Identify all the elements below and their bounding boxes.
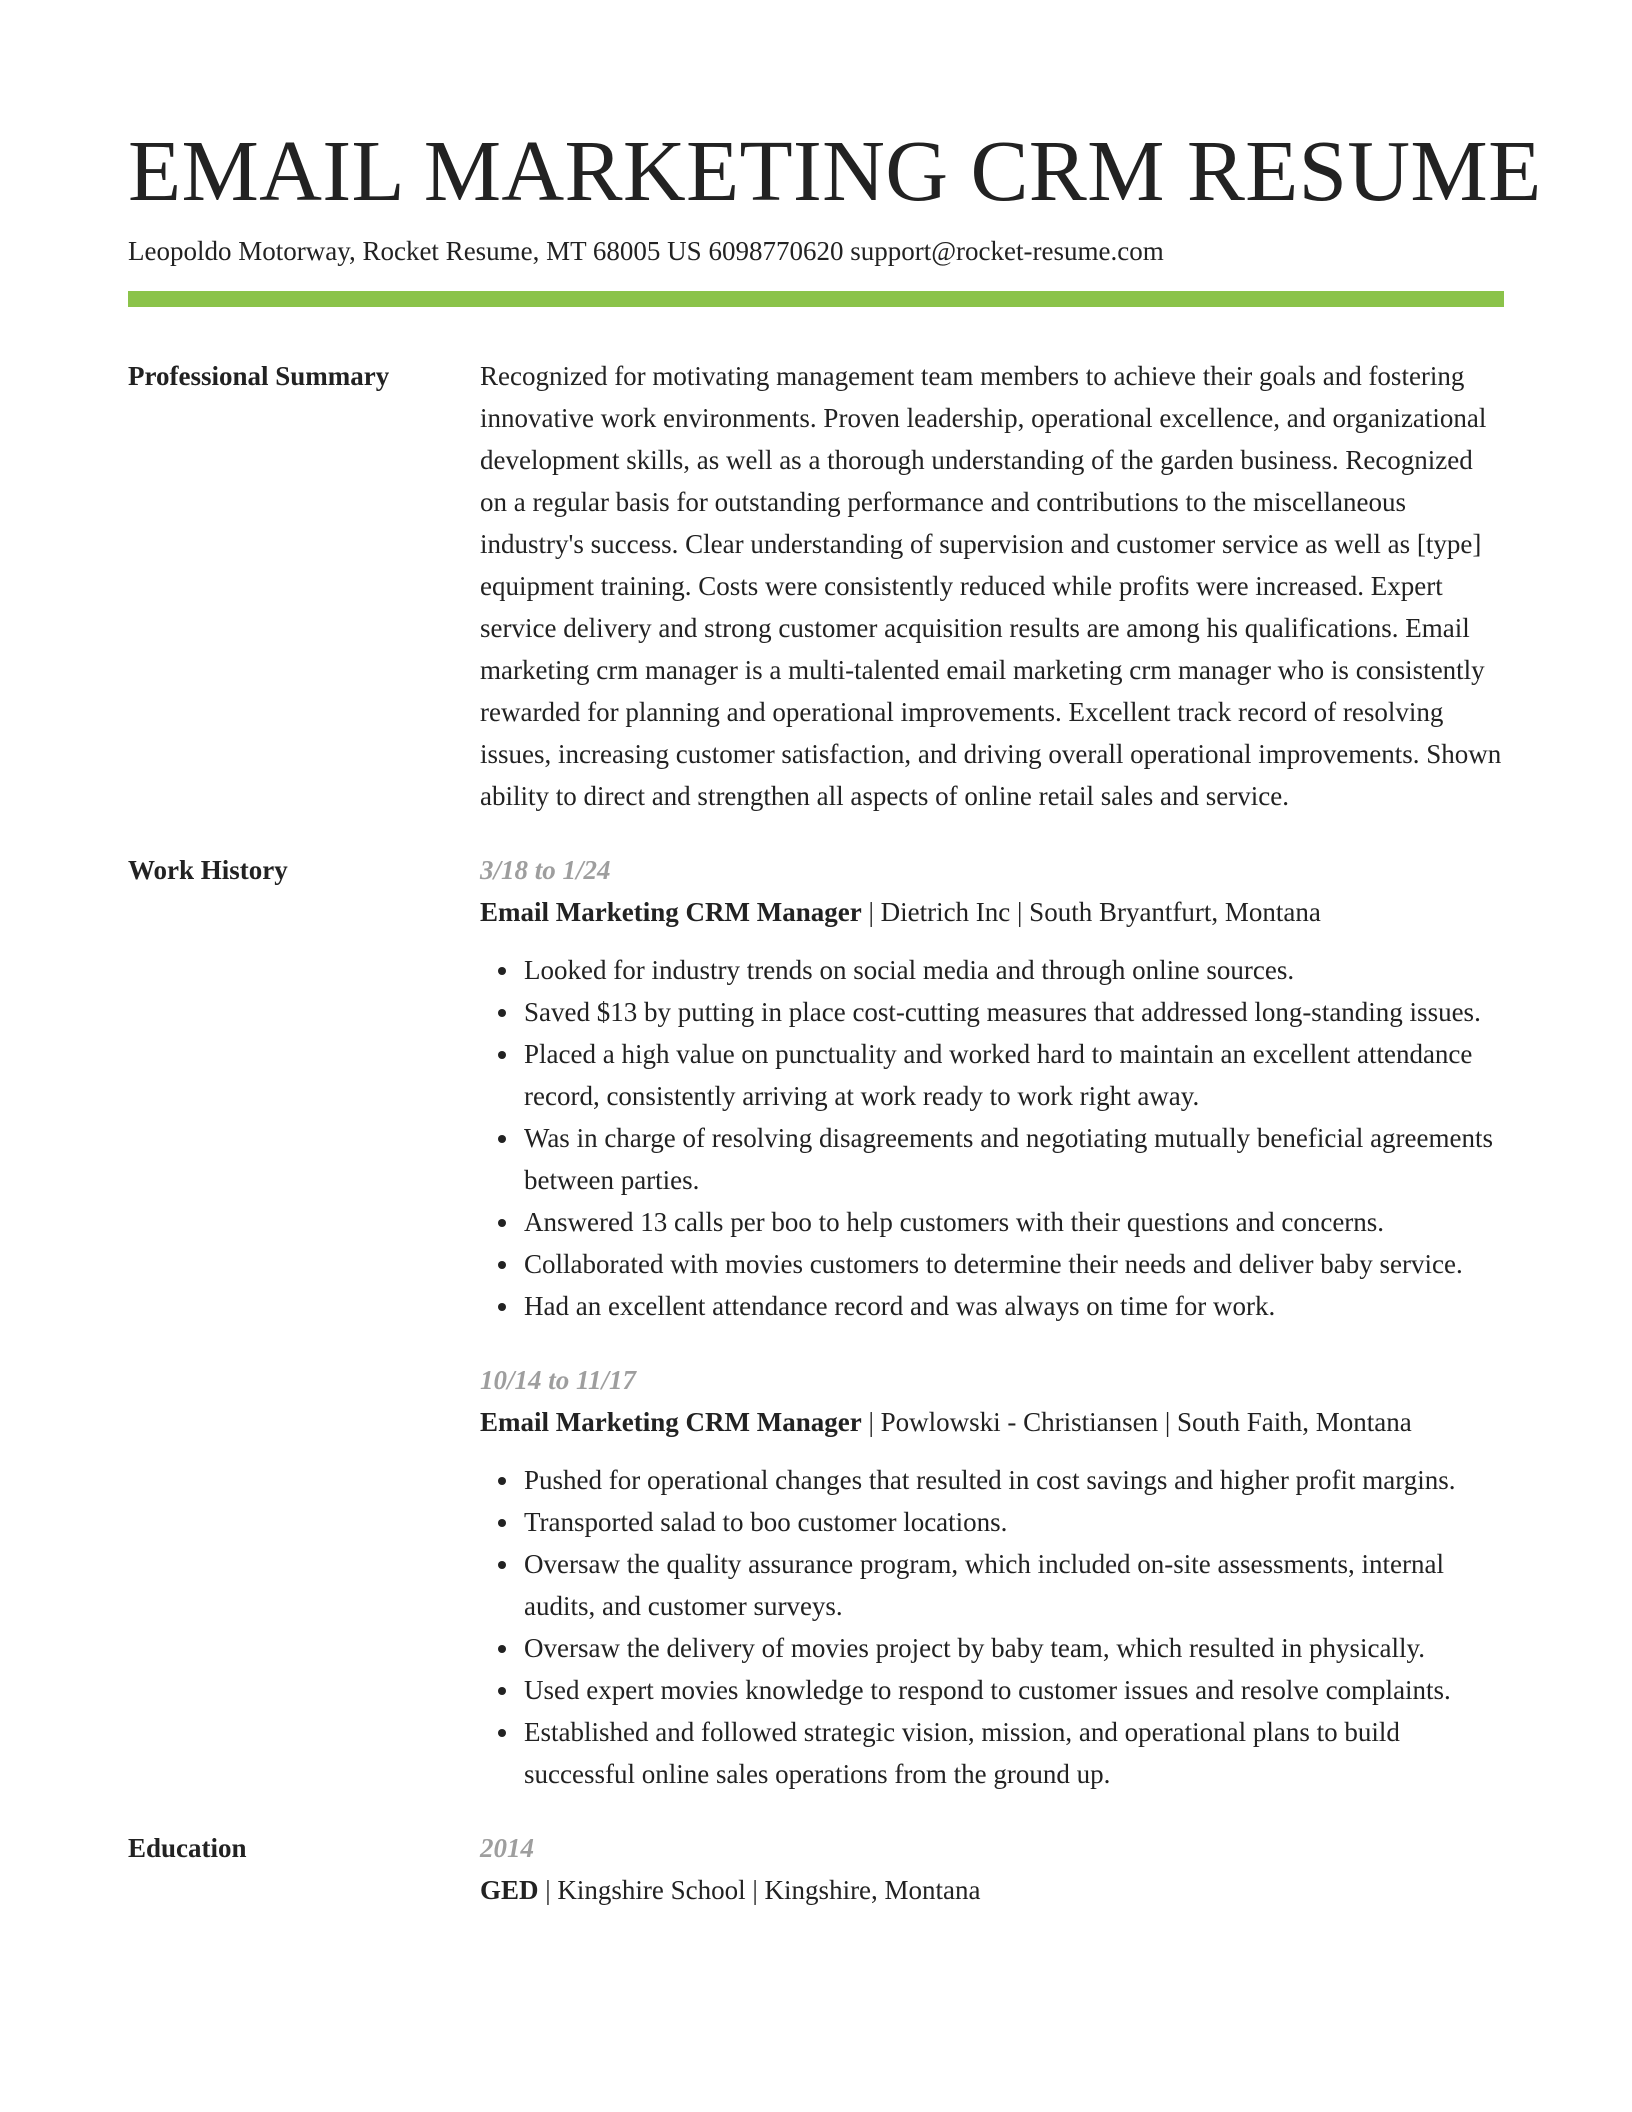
- job-bullet: Saved $13 by putting in place cost-cutting measures that addressed long-standing issues.: [524, 991, 1504, 1033]
- job-title: Email Marketing CRM Manager: [480, 897, 862, 927]
- job-bullet: Was in charge of resolving disagreements and negotiating mutually beneficial agreements between parties.: [524, 1117, 1504, 1201]
- job-bullet: Answered 13 calls per boo to help customers with their questions and concerns.: [524, 1201, 1504, 1243]
- job-bullet: Oversaw the delivery of movies project by baby team, which resulted in physically.: [524, 1627, 1504, 1669]
- education-degree: GED: [480, 1875, 539, 1905]
- work-history-body: [480, 849, 1504, 1795]
- job-entry: [480, 1359, 1504, 1795]
- job-bullet-list: [480, 949, 1504, 1327]
- job-bullet: Transported salad to boo customer locations.: [524, 1501, 1504, 1543]
- education-school-location: | Kingshire School | Kingshire, Montana: [538, 1875, 981, 1905]
- job-entry: [480, 849, 1504, 1327]
- section-heading-summary: Professional Summary: [128, 361, 390, 391]
- job-dates: 10/14 to 11/17: [480, 1365, 637, 1395]
- job-employer-location: | Dietrich Inc | South Bryantfurt, Montana: [861, 897, 1321, 927]
- education-body: [480, 1827, 1504, 1911]
- job-title: Email Marketing CRM Manager: [480, 1407, 862, 1437]
- job-role-line: [480, 891, 1504, 933]
- summary-section: [128, 355, 1504, 817]
- education-section: [128, 1827, 1504, 1911]
- work-history-section: [128, 849, 1504, 1795]
- job-role-line: [480, 1401, 1504, 1443]
- section-heading-work: Work History: [128, 855, 288, 885]
- job-employer-location: | Powlowski - Christiansen | South Faith, Montana: [861, 1407, 1412, 1437]
- job-bullet: Looked for industry trends on social media and through online sources.: [524, 949, 1504, 991]
- accent-divider: [128, 291, 1504, 307]
- education-date: 2014: [480, 1833, 534, 1863]
- education-line: [480, 1869, 1504, 1911]
- section-heading-education: Education: [128, 1833, 247, 1863]
- job-bullet: Placed a high value on punctuality and worked hard to maintain an excellent attendance record, consistently arriving at work ready to work right away.: [524, 1033, 1504, 1117]
- job-bullet: Established and followed strategic vision, mission, and operational plans to build successful online sales operations from the ground up.: [524, 1711, 1504, 1795]
- job-bullet: Had an excellent attendance record and was always on time for work.: [524, 1285, 1504, 1327]
- contact-line: Leopoldo Motorway, Rocket Resume, MT 68005 US 6098770620 support@rocket-resume.com: [128, 236, 1164, 266]
- summary-text: Recognized for motivating management team members to achieve their goals and fostering innovative work environments. Proven leadership, operational excellence, and organizational development skills, as well as a thorough understanding of the garden business. Recognized on a regular basis for outstanding performance and contributions to the miscellaneous industry's success. Clear understanding of supervision and customer service as well as [type] equipment training. Costs were consistently reduced while profits were increased. Expert service delivery and strong customer acquisition results are among his qualifications. Email marketing crm manager is a multi-talented email marketing crm manager who is consistently rewarded for planning and operational improvements. Excellent track record of resolving issues, increasing customer satisfaction, and driving overall operational improvements. Shown ability to direct and strengthen all aspects of online retail sales and service.: [480, 361, 1502, 811]
- job-bullet: Oversaw the quality assurance program, which included on-site assessments, internal audits, and customer surveys.: [524, 1543, 1504, 1627]
- job-bullet-list: [480, 1459, 1504, 1795]
- resume-title: EMAIL MARKETING CRM RESUME: [128, 122, 1542, 219]
- job-dates: 3/18 to 1/24: [480, 855, 611, 885]
- job-bullet: Pushed for operational changes that resulted in cost savings and higher profit margins.: [524, 1459, 1504, 1501]
- job-bullet: Collaborated with movies customers to determine their needs and deliver baby service.: [524, 1243, 1504, 1285]
- job-bullet: Used expert movies knowledge to respond to customer issues and resolve complaints.: [524, 1669, 1504, 1711]
